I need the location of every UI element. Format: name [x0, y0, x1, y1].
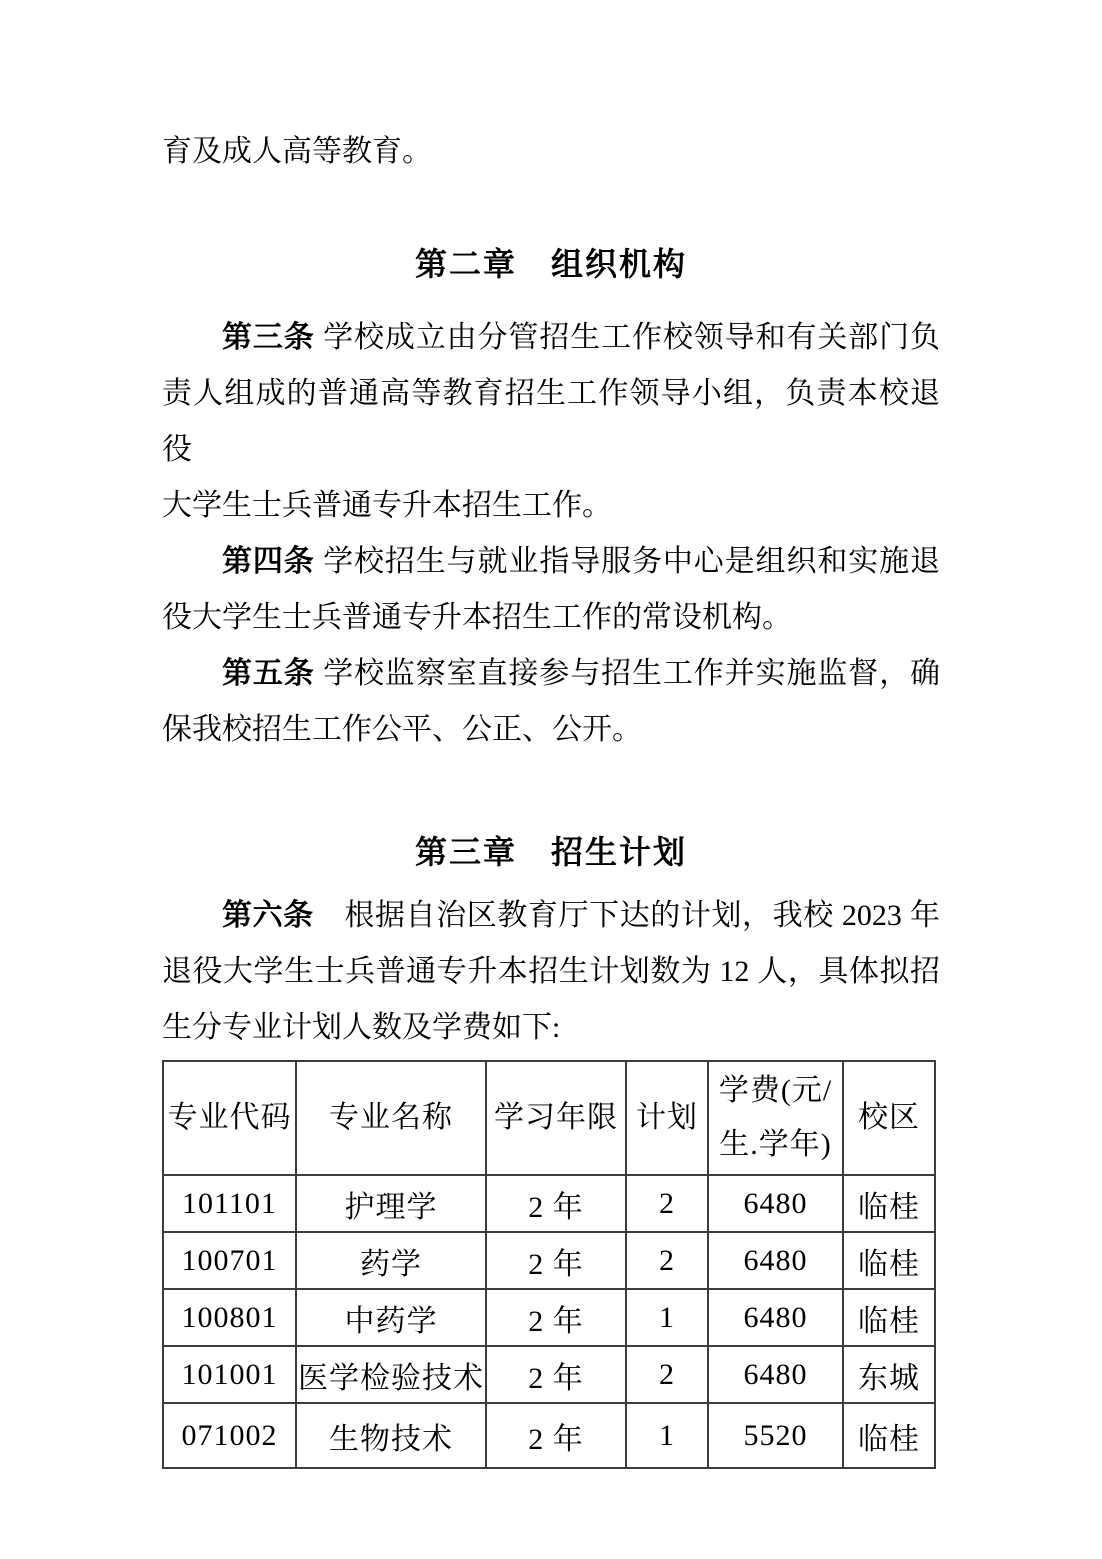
table-row — [163, 1289, 935, 1346]
table-cell: 2 年 — [486, 1346, 626, 1403]
col-header-plan: 计划 — [626, 1061, 708, 1175]
table-cell: 2 — [626, 1232, 708, 1289]
table-cell: 101001 — [163, 1346, 296, 1403]
table-cell: 临桂 — [843, 1232, 935, 1289]
article-3-line-2: 责人组成的普通高等教育招生工作领导小组，负责本校退役 — [162, 377, 940, 466]
table-cell: 2 — [626, 1346, 708, 1403]
table-row — [163, 1232, 935, 1289]
article-6-line-3: 生分专业计划人数及学费如下: — [162, 1011, 561, 1044]
article-4-line-2: 役大学生士兵普通专升本招生工作的常设机构。 — [162, 601, 792, 634]
table-cell: 100801 — [163, 1289, 296, 1346]
article-4 — [162, 534, 940, 646]
table-cell: 071002 — [163, 1403, 296, 1468]
table-cell: 医学检验技术 — [296, 1346, 486, 1403]
article-3-line-3: 大学生士兵普通专升本招生工作。 — [162, 489, 612, 522]
table-cell: 6480 — [708, 1346, 843, 1403]
table-cell: 药学 — [296, 1232, 486, 1289]
table-cell: 2 年 — [486, 1232, 626, 1289]
article-5-label: 第五条 — [222, 657, 315, 690]
article-4-line-1 — [162, 534, 940, 590]
col-header-name: 专业名称 — [296, 1061, 486, 1175]
article-6-line-2: 退役大学生士兵普通专升本招生计划数为 12 人，具体拟招 — [162, 955, 940, 988]
table-cell: 6480 — [708, 1232, 843, 1289]
table-cell: 2 年 — [486, 1175, 626, 1232]
chapter-2-heading: 第二章 组织机构 — [414, 246, 687, 282]
table-cell: 1 — [626, 1403, 708, 1468]
table-cell: 生物技术 — [296, 1403, 486, 1468]
table-cell: 2 年 — [486, 1403, 626, 1468]
table-row — [163, 1403, 935, 1468]
article-3-text: 学校成立由分管招生工作校领导和有关部门负 — [314, 321, 941, 354]
table-cell: 临桂 — [843, 1403, 935, 1468]
table-cell: 2 年 — [486, 1289, 626, 1346]
table-cell: 6480 — [708, 1175, 843, 1232]
table-cell: 2 — [626, 1175, 708, 1232]
table-cell: 101101 — [163, 1175, 296, 1232]
table-cell: 临桂 — [843, 1175, 935, 1232]
article-6 — [162, 888, 940, 1056]
article-5 — [162, 646, 940, 758]
article-4-label: 第四条 — [222, 545, 315, 578]
col-header-years: 学习年限 — [486, 1061, 626, 1175]
chapter-3-heading: 第三章 招生计划 — [414, 834, 687, 870]
table-row — [163, 1346, 935, 1403]
table-cell: 1 — [626, 1289, 708, 1346]
col-header-tuition-line2: 生.学年) — [719, 1128, 832, 1161]
table-cell: 6480 — [708, 1289, 843, 1346]
article-6-line-1 — [162, 888, 940, 944]
article-3-label: 第三条 — [222, 321, 315, 354]
table-header-row — [163, 1061, 935, 1175]
col-header-campus: 校区 — [843, 1061, 935, 1175]
enrollment-plan-table — [162, 1060, 936, 1469]
paragraph-continuation: 育及成人高等教育。 — [162, 135, 432, 168]
article-5-line-1 — [162, 646, 940, 702]
article-5-line-2: 保我校招生工作公平、公正、公开。 — [162, 713, 642, 746]
table-cell: 中药学 — [296, 1289, 486, 1346]
table-cell: 5520 — [708, 1403, 843, 1468]
article-5-text: 学校监察室直接参与招生工作并实施监督，确 — [314, 657, 941, 690]
article-6-label: 第六条 — [222, 899, 314, 932]
table-cell: 100701 — [163, 1232, 296, 1289]
article-3-line-1 — [162, 310, 940, 366]
article-6-text: 根据自治区教育厅下达的计划，我校 2023 年 — [313, 899, 941, 932]
table-row — [163, 1175, 935, 1232]
col-header-tuition — [708, 1061, 843, 1175]
col-header-tuition-line1: 学费(元/ — [718, 1074, 833, 1107]
article-4-text: 学校招生与就业指导服务中心是组织和实施退 — [314, 545, 941, 578]
col-header-code: 专业代码 — [163, 1061, 296, 1175]
table-cell: 护理学 — [296, 1175, 486, 1232]
article-3 — [162, 310, 940, 534]
table-cell: 东城 — [843, 1346, 935, 1403]
table-cell: 临桂 — [843, 1289, 935, 1346]
